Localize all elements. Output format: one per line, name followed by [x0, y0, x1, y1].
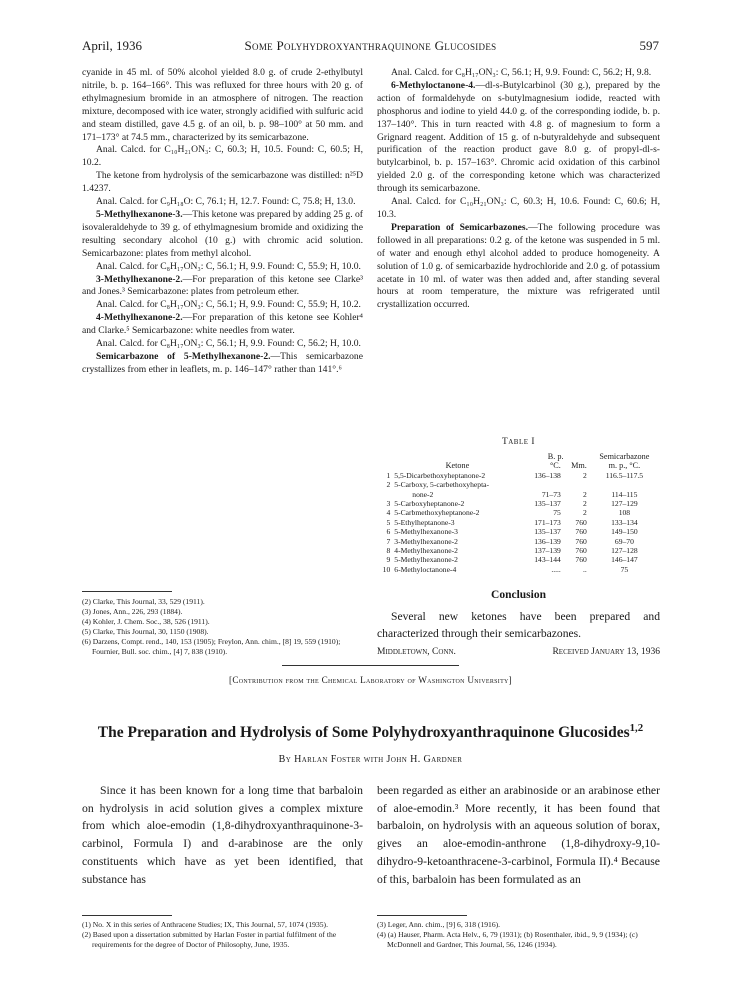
article-right-text — [377, 782, 660, 888]
row-number: 8 — [386, 546, 391, 556]
footnote: (2) Based upon a dissertation submitted by Harlan Foster in partial fulfilment of the requirements for the degree of Doctor of Philosophy, June, 1935. — [82, 930, 337, 949]
paragraph — [82, 274, 363, 300]
pressure-value: 2 — [582, 499, 587, 509]
paragraph — [82, 209, 363, 261]
pressure-value: 760 — [575, 555, 587, 565]
bp-value: 135–137 — [534, 527, 561, 537]
row-number: 9 — [386, 555, 391, 565]
bp-value: 135–137 — [534, 499, 561, 509]
section-heading: 6-Methyloctanone-4. — [391, 79, 476, 91]
mp-value — [589, 480, 660, 489]
ketone-name: 4-Methylhexanone-2 — [394, 546, 458, 556]
paragraph: Since it has been known for a long time that barbaloin on hydrolysis in acid solution gives a complex mixture from which aloe-emodin (1,8-dihydroxyanthraquinone-3-carbinol, Formula I) and d-arabinose are the only constituents which have as yet been identified, that substance has — [82, 784, 363, 886]
pressure-value: 2 — [582, 470, 587, 480]
footnote: (4) (a) Hauser, Pharm. Acta Helv., 6, 79 (1931); (b) Rosenthaler, ibid., 9, 9 (1934); (c) McDonnell and Gardner, This Journal, 56, 1246 (1934). — [377, 930, 638, 949]
mp-value: 127–128 — [611, 546, 638, 556]
ketone-name: 5-Carboxy, 5-carbethoxyhepta- — [394, 480, 490, 490]
table-row — [377, 565, 660, 574]
row-number: 7 — [386, 536, 391, 546]
table-i — [377, 452, 660, 574]
paragraph-text: —For preparation of this ketone see Kohler⁴ and Clarke.⁵ Semicarbazone: white needles from water. — [82, 312, 363, 337]
paragraph: cyanide in 45 ml. of 50% alcohol yielded 8.0 g. of crude 2-ethylbutyl nitrile, b. p. 164–166°. This was refluxed for three hours with 20 g. of ethylmagnesium bromide in an atmosphere of nitrogen. The reaction mixture, decomposed with ice water, strongly acidified with sulfuric acid and steam distilled, gave 4.5 g. of an oil, b. p. 98–100° at 50 mm. and 171–173° at 74.5 mm., characterized by its semicarbazone. — [82, 67, 363, 143]
mp-value: 146–147 — [611, 555, 638, 565]
paragraph: The ketone from hydrolysis of the semicarbazone was distilled: n²⁵D 1.4237. — [82, 170, 363, 195]
byline: By Harlan Foster with John H. Gardner — [278, 754, 463, 765]
column-header-semicarbazone: Semicarbazone — [599, 452, 650, 461]
paragraph — [82, 351, 363, 377]
analysis-line: Anal. Calcd. for C₈H₁₇ON₃: C, 56.1; H, 9.9. Found: C, 55.9; H, 10.0. — [96, 260, 361, 272]
paragraph-text: —This ketone was prepared by adding 25 g. of isovaleraldehyde to 39 g. of ethylmagnesium bromide and oxidizing the resulting secondary alcohol (10 g.) with chromic acid solution. Semicarbazone: plates from methyl alcohol. — [82, 208, 363, 259]
ketone-name: 5-Ethylheptanone-3 — [394, 517, 455, 527]
section-heading: Preparation of Semicarbazones. — [391, 221, 529, 233]
ketone-name: 5,5-Dicarbethoxyheptanone-2 — [394, 470, 486, 480]
mp-value: 75 — [620, 564, 629, 574]
mp-value: 108 — [618, 508, 631, 518]
bp-value: 136–139 — [534, 536, 561, 546]
bp-value: 136–138 — [534, 470, 561, 480]
section-heading: 3-Methylhexanone-2. — [96, 273, 183, 285]
row-number: 10 — [382, 564, 391, 574]
mp-value: 127–129 — [611, 499, 638, 509]
mp-value: 69–70 — [614, 536, 634, 546]
mp-value: 114–115 — [611, 489, 638, 499]
footnote-divider — [377, 915, 467, 916]
table-row — [377, 490, 660, 499]
right-column — [377, 67, 660, 312]
row-number — [377, 490, 392, 499]
table-row — [377, 527, 660, 536]
paragraph-text: —The following procedure was followed in all preparations: 0.2 g. of the ketone was suspended in 5 ml. of water and enough ethyl alcohol added to produce homogeneity. A solution of 1.0 g. of semicarbazide hydrochloride and 2.0 g. of potassium acetate in 10 ml. of water was then added and, after standing several hours at room temperature, the mixture was refrigerated until crystallization occurred. — [377, 221, 660, 311]
footnote: (2) Clarke, This Journal, 33, 529 (1911). — [82, 597, 205, 606]
analysis-line: Anal. Calcd. for C₁₀H₂₁ON₃: C, 60.3; H, 10.5. Found: C, 60.5; H, 10.2. — [82, 144, 363, 169]
footnote: (1) No. X in this series of Anthracene Studies; IX, This Journal, 57, 1074 (1935). — [82, 920, 328, 929]
paragraph — [82, 312, 363, 338]
pressure-value: 760 — [575, 527, 587, 537]
column-header-ketone: Ketone — [445, 461, 470, 471]
row-number: 3 — [386, 499, 391, 509]
pressure-value: 2 — [582, 508, 587, 518]
article-separator — [282, 665, 459, 666]
ketone-name: 5-Carboxyheptanone-2 — [394, 499, 465, 509]
paragraph — [377, 80, 660, 196]
table-header-row — [377, 461, 660, 470]
title-footnote-marks: 1,2 — [629, 721, 644, 734]
header-running-title: Some Polyhydroxyanthraquinone Glucosides — [244, 38, 497, 53]
table-row — [377, 508, 660, 517]
analysis-line: Anal. Calcd. for C₁₀H₂₁ON₃: C, 60.3; H, 10.6. Found: C, 60.6; H, 10.3. — [377, 196, 660, 220]
table-row — [377, 499, 660, 508]
ketone-name: 5-Carbmethoxyheptanone-2 — [394, 508, 480, 518]
mp-value: 133–134 — [611, 517, 638, 527]
table-row — [377, 518, 660, 527]
table-row — [377, 537, 660, 546]
header-page-number: 597 — [639, 38, 659, 53]
conclusion-heading: Conclusion — [491, 589, 546, 601]
pressure-value: 760 — [575, 517, 587, 527]
table-row — [377, 555, 660, 564]
section-heading: Semicarbazone of 5-Methylhexanone-2. — [96, 350, 271, 362]
column-header-mp: m. p., °C. — [608, 461, 641, 471]
column-header-bp-mm: Mm. — [571, 461, 587, 471]
column-header-bp-c: °C. — [550, 461, 561, 471]
conclusion-text: Several new ketones have been prepared and characterized through their semicarbazones. — [377, 610, 660, 640]
column-header-bp: B. p. — [547, 452, 564, 461]
pressure-value: 760 — [575, 536, 587, 546]
contribution-line: [Contribution from the Chemical Laboratory of Washington University] — [228, 675, 513, 685]
ketone-name: 6-Methyloctanone-4 — [394, 564, 457, 574]
table-row — [377, 480, 660, 489]
pressure-value: 2 — [582, 489, 587, 499]
received-date: Received January 13, 1936 — [552, 647, 660, 657]
analysis-line: Anal. Calcd. for C₈H₁₇ON₃: C, 56.1; H, 9.9. Found: C, 56.2; H, 10.0. — [96, 338, 361, 350]
paragraph — [377, 222, 660, 312]
place: Middletown, Conn. — [377, 647, 456, 657]
pressure-value — [563, 480, 589, 489]
analysis-line: Anal. Calcd. for C₈H₁₇ON₃: C, 56.1; H, 9.9. Found: C, 56.2; H, 9.8. — [391, 67, 652, 78]
analysis-line: Anal. Calcd. for C₉H₁₈O: C, 76.1; H, 12.7. Found: C, 75.8; H, 13.0. — [96, 196, 356, 208]
bp-value — [523, 480, 563, 489]
footnote: (4) Kohler, J. Chem. Soc., 38, 526 (1911). — [82, 617, 210, 626]
article-left-footnotes — [82, 920, 363, 950]
left-column — [82, 67, 363, 377]
table-row — [377, 471, 660, 480]
footnote: (5) Clarke, This Journal, 30, 1150 (1908). — [82, 627, 209, 636]
article-left-text — [82, 782, 363, 888]
ketone-name: none-2 — [412, 489, 434, 499]
footnote-divider — [82, 591, 172, 592]
section-heading: 5-Methylhexanone-3. — [96, 208, 183, 220]
row-number: 5 — [386, 517, 391, 527]
footnote: (3) Jones, Ann., 226, 293 (1884). — [82, 607, 183, 616]
footnote: (3) Leger, Ann. chim., [9] 6, 318 (1916). — [377, 920, 501, 929]
footnote-divider — [82, 915, 172, 916]
table-title: Table I — [502, 437, 535, 447]
row-number: 1 — [386, 470, 391, 480]
mp-value: 149–150 — [611, 527, 638, 537]
table-header-row — [377, 452, 660, 461]
bp-value: 137–139 — [534, 546, 561, 556]
paragraph-text: —dl-s-Butylcarbinol (30 g.), prepared by the action of formaldehyde on s-butylmagnesium iodide, reacted with phosphorus and iodine to yield 44.0 g. of the corresponding iodide, b. p. 137–140°. This in turn reacted with 4.8 g. of magnesium to form a Grignard reagent. Addition of 15 g. of n-butyraldehyde and subsequent purification of the reaction product gave 8.0 g. of propyl-dl-s-butylcarbinol, b. p. 157–163°. Chromic acid oxidation of this carbinol yielded 2.0 g. of the corresponding ketone which was characterized through its semicarbazone. — [377, 79, 660, 195]
left-footnotes — [82, 597, 363, 657]
pressure-value: .. — [582, 564, 587, 574]
row-number: 6 — [386, 527, 391, 537]
bp-value: 143–144 — [534, 555, 561, 565]
row-number: 2 — [386, 480, 391, 490]
header-date: April, 1936 — [82, 38, 142, 53]
paragraph: been regarded as either an arabinoside or an arabinose ether of aloe-emodin.³ More recently, it has been found that barbaloin, on hydrolysis with an aqueous solution of borax, gives an aloe-emodin-anthrone (1,8-dihydroxy-9,10-dihydro-9-ketoanthracene-3-carbinol, Formula II).⁴ Because of this, barbaloin has been formulated as an — [377, 784, 660, 886]
article-right-footnotes — [377, 920, 660, 950]
bp-value: 75 — [553, 508, 561, 518]
ketone-name: 3-Methylhexanone-2 — [394, 536, 458, 546]
section-heading: 4-Methylhexanone-2. — [96, 312, 183, 324]
footnote: (6) Darzens, Compt. rend., 140, 153 (1905); Freylon, Ann. chim., [8] 19, 559 (1910); Fournier, Bull. soc. chim., [4] 7, 838 (1910). — [82, 637, 341, 656]
row-number: 4 — [386, 508, 391, 518]
mp-value: 116.5–117.5 — [605, 470, 644, 480]
table-row — [377, 546, 660, 555]
pressure-value: 760 — [575, 546, 587, 556]
bp-value: 171–173 — [534, 517, 561, 527]
article-title — [30, 721, 711, 742]
ketone-name: 5-Methylhexanone-2 — [394, 555, 458, 565]
article-title-text: The Preparation and Hydrolysis of Some Polyhydroxyanthraquinone Glucosides — [97, 724, 630, 741]
bp-value: ..... — [551, 564, 561, 574]
bp-value: 71–73 — [541, 489, 561, 499]
analysis-line: Anal. Calcd. for C₈H₁₇ON₃: C, 56.1; H, 9.9. Found: C, 55.9; H, 10.2. — [96, 299, 361, 311]
ketone-name: 5-Methylhexanone-3 — [394, 527, 458, 537]
paragraph-text: —For preparation of this ketone see Clarke³ and Jones.³ Semicarbazone: plates from petroleum ether. — [82, 273, 363, 298]
paragraph-text: —This semicarbazone crystallizes from ether in leaflets, m. p. 146–147° rather than 141°.⁶ — [82, 350, 363, 375]
